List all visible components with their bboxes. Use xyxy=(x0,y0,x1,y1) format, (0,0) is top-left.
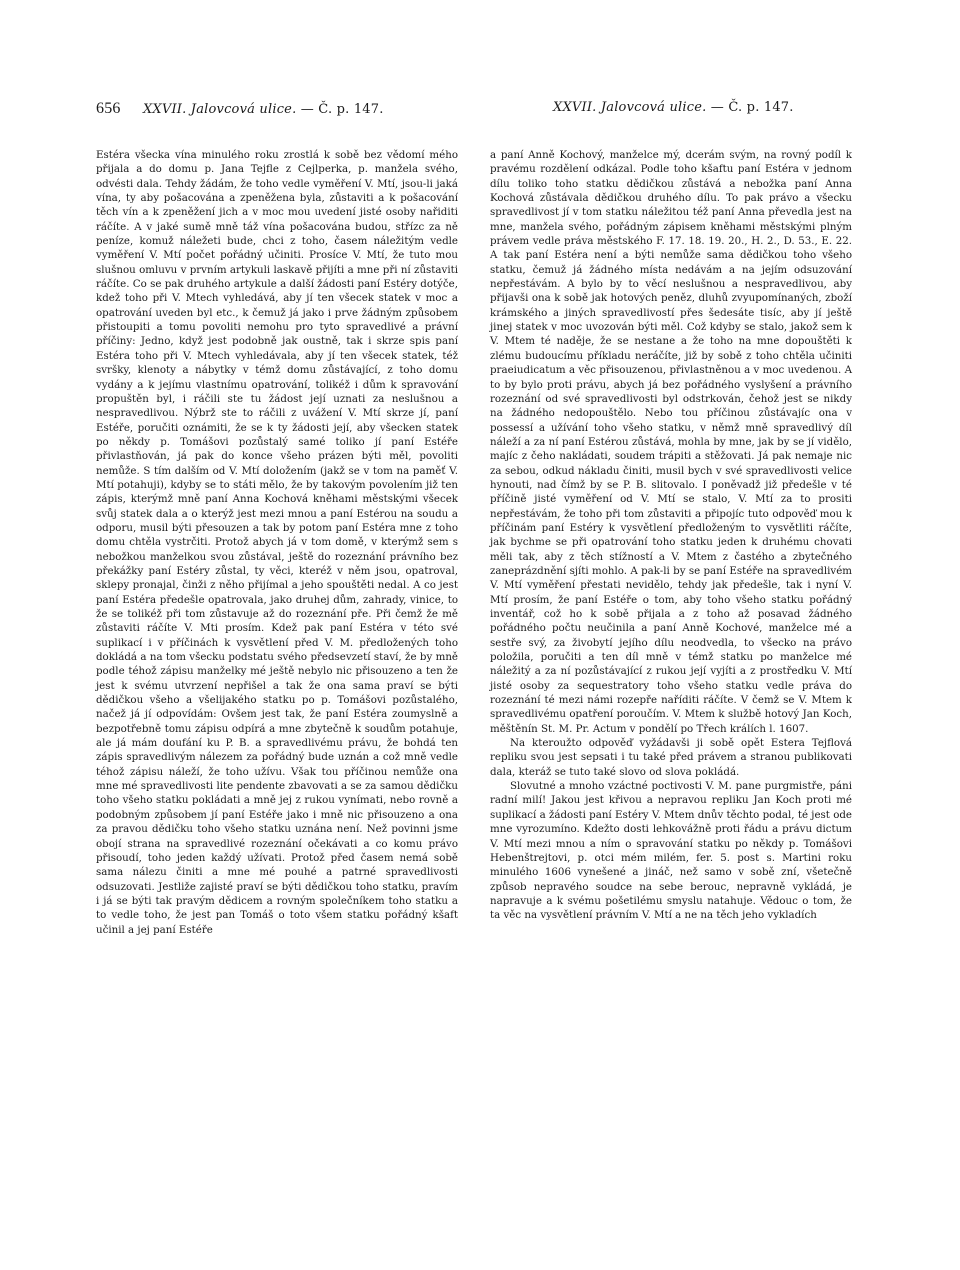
page-number: 656 xyxy=(96,100,121,117)
running-section-text: — Č. p. 147. xyxy=(710,100,794,115)
right-text-column xyxy=(490,148,852,923)
running-title-text: XXVII. Jalovcová ulice. xyxy=(142,102,297,117)
running-title-text: XXVII. Jalovcová ulice. xyxy=(553,100,707,115)
paragraph: Estéra všecka vína minulého roku zrostlá k sobě bez vědomí mého přijala a do domu p. Jana Tejfle z Cejlperka, p. manžela svého, odvésti dala. Tehdy žádám, že toho vedle vyměření V. Mtí, jsou-li jaká vína, ty aby pošacována a zpeněžena byla, zůstaviti a k pošacování těch vín a k zpeněžení jich a v moc mou uvedení jisté osoby nařiditi ráčíte. A v jaké sumě mně táž vína pošacována budou, střízc za ně peníze, komuž náležeti bude, chci z toho, časem náležitým vedle vyměření V. Mtí počet pořádný učiniti. Prosíce V. Mtí, že tuto mou slušnou omluvu v prvním artykuli laskavě přijíti a mne při ní zůstaviti ráčíte. Co se pak druhého artykule a další žádosti paní Estéry dotýče, kdež toho při V. Mtech vyhledává, aby jí ten všecek statek v moc a opatrování uveden byl etc., k čemuž já jako i prve žádným způsobem přistoupiti a tomu povoliti nemohu pro tyto spravedlivé a právní příčiny: Jedno, když jest podobně jak oustně, tak i skrze spis paní Estéra toho při V. Mtech vyhledávala, aby jí ten všecek statek, též svršky, klenoty a nábytky v témž domu zůstávající, z toho domu vydány a k jejímu vlastnímu opatrování, tolikéž i dům k spravování propuštěn byl, i ráčili ste tu žádost její uznati za neslušnou a nespravedlivou. Nýbrž ste to ráčili z uvážení V. Mtí skrze jí, paní Estéře, poručiti oznámiti, že se k ty žádosti její, aby všecken statek po někdy p. Tomášovi pozůstalý samé toliko jí paní Estéře přivlastňován, já pak do konce všeho prázen býti měl, povoliti nemůže. S tím dalším od V. Mtí doložením (jakž se v tom na paměť V. Mtí potahuji), kdyby se to státi mělo, že by takovým povolením již ten zápis, kterýmž mně paní Anna Kochová kněhami městskými všecek svůj statek dala a o kterýž jest mezi mnou a paní Estérou na soudu a odporu, musil býti přesouzen a tak by potom paní Estéra mne z toho domu chtěla vystrčiti. Protož abych já v tom domě, v kterýmž sem s nebožkou manželkou svou zůstával, ještě do rozeznání právního bez překážky paní Estéry zůstal, ty věci, kteréž v něm jsou, opatroval, sklepy pronajal, činži z něho přijímal a jeho spouštěti nedal. A co jest paní Estéra předešle opatrovala, jako druhej dům, zahrady, vinice, to že se tolikéž při tom zůstavuje až do rozeznání pře. Při čemž že mě zůstaviti ráčíte V. Mti prosím. Kdež pak paní Estéra v této své suplikací i v příčinách k vysvětlení před V. M. předložených toho dokládá a na tom všecku podstatu svého předsevzetí staví, že by mně podle téhož zápisu manželky mé ještě nebylo nic přisouzeno a ten že jest k svému utvrzení nepřišel a tak že ona sama praví se býti dědičkou všeho a všelijakého statku po p. Tomášovi pozůstalého, načež já jí odpovídám: Ovšem jest tak, že paní Estéra zoumyslně a bezpotřebně tomu zápisu odpírá a mne zbytečně k soudům potahuje, ale já mám doufání ku P. B. a spravedlivému právu, že bohdá ten zápis spravedlivým nálezem za pořádný bude uznán a což mně vedle téhož zápisu náleží, že toho užívu. Však tou příčinou nemůže ona mne mé spravedlivosti lite pendente zbavovati a se za samou dědičku toho všeho statku pokládati a mně jej z rukou vynímati, nebo rovně a podobným způsobem jí paní Estéře jako i mně nic přisouzeno a ona za pravou dědičku toho všeho statku uznána není. Než povinni jsme obojí strana na spravedlivé rozeznání očekávati a co komu právo přisoudí, toho jeden každý užívati. Protož před časem nemá sobě sama nálezu činiti a mne mé pouhé a patrné spravedlivosti odsuzovati. Jestliže zajisté praví se býti dědičkou toho statku, pravím i já se býti tak pravým dědicem a rovným společníkem toho statku a to vedle toho, že jest pan Tomáš o toto všem statku pořádný kšaft učinil a jej paní Estéře xyxy=(96,149,458,936)
running-title-right xyxy=(553,100,794,115)
paragraph: Na kteroužto odpověď vyžádavši ji sobě opět Estera Tejflová repliku svou jest sepsati i tu také před právem a stranou publikovati dala, kteráž se tuto také slovo od slova pokládá. xyxy=(490,737,852,778)
paragraph: Slovutné a mnoho vzáctné poctivosti V. M. pane purgmistře, páni radní milí! Jakou jest křivou a nepravou repliku Jan Koch proti mé suplikací a žádosti paní Estéry V. Mtem dnův těchto podal, té jest ode mne vyrozumíno. Kdežto dosti lehkovážně proti řádu a právu dictum V. Mtí mezi mnou a ním o spravování statku po někdy p. Tomášovi Hebenštrejtovi, p. otci mém milém, fer. 5. post s. Martini roku minulého 1606 vynešené a jináč, než samo v sobě zní, všetečně způsob nepravého soudce na sebe berouc, nepravně vykládá, je napravuje a k svému pošetilému smyslu natahuje. Vědouc o tom, že ta věc na vysvětlení právním V. Mtí a ne na těch jeho vykladích xyxy=(490,780,852,922)
running-section-text: — Č. p. 147. xyxy=(300,102,384,117)
left-text-column xyxy=(96,148,458,937)
paragraph: a paní Anně Kochový, manželce mý, dcerám svým, na rovný podíl k pravému rozdělení odkázal. Podle toho kšaftu paní Estéra v jednom dílu toliko toho statku dědičkou zůstává a nebožka paní Anna Kochová zůstávala dědičkou druhého dílu. To pak právo a všecku spravedlivost jí v tom statku náležitou též paní Anna převedla jest na mne, manžela svého, pořádným zápisem kněhami městskými plným právem vedle práva městského F. 17. 18. 19. 20., H. 2., D. 53., E. 22. A tak paní Estéra není a býti nemůže sama dědičkou toho všeho statku, čemuž já žádného místa nedávám a na jejím odsuzování nepřestávám. A bylo by to věcí neslušnou a nespravedlivou, aby přijavši ona k sobě jak hotových peněz, dluhů zvyupomínaných, zboží krámského a jiných spravedlivostí přes šedesáte tisíc, aby jí ještě jinej statek v moc uvozován býti měl. Což kdyby se stalo, jakož sem k V. Mtem té naděje, že se nestane a že toho na mne dopouštěti k zlému budoucímu příkladu neráčíte, již by sobě z toho chtěla učiniti praeiudicatum a věc přisouzenou, přivlastněnou a v moc uvedenou. A to by bylo proti právu, abych já bez pořádného vyslyšení a právního rozeznání od své spravedlivosti byl odstrkován, čehož jest se nikdy na žádného nedopouštělo. Nebo tou příčinou zůstávajíc ona v possessí a užívání toho všeho statku, v němž mně spravedlivý díl náleží a za ní paní Estérou zůstává, mohla by mne, jak by se jí vidělo, majíc z čeho nakládati, soudem trápiti a stěžovati. Já pak nemaje nic za sebou, odkud nákladu činiti, musil bych v své spravedlivosti velice hynouti, nad čímž by se P. B. slitovalo. I poněvadž již předešle v té příčině jisté vyměření od V. Mtí se stalo, V. Mtí za to prositi nepřestávám, že toho při tom zůstaviti a připojíc tuto odpověď mou k příčinám paní Estéry k vysvětlení předloženým to vysvětliti ráčíte, jak bychme se při opatrování toho statku jeden k druhému chovati měli tak, aby z těch stížností a V. Mtem z častého a zbytečného zaneprázdnění sjíti mohlo. A pak-li by se paní Estéře na spravedlivém V. Mtí vyměření přestati nevidělo, tehdy jak předešle, tak i nyní V. Mtí prosím, že paní Estéře o tom, aby toho všeho statku pořádný inventář, což ho k sobě přijala a z toho až posavad žádného pořádného počtu neučinila a paní Anně Kochové, manželce mé a sestře svý, za živobytí jejího dílu neodvedla, to všecko na právo položila, poručiti a ten díl mně v témž statku po manželce mé náležitý a za ní pozůstávající z rukou její vyjíti a z prostředku V. Mtí jisté osoby za sequestratory toho všeho statku vedle práva do rozeznání té mezi námi rozepře naříditi ráčíte. V čemž se V. Mtem k spravedlivému opatření poroučím. V. Mtem k službě hotový Jan Koch, měštěnín St. M. Pr. Actum v pondělí po Třech králích l. 1607. xyxy=(490,149,852,735)
page-header-left xyxy=(96,100,384,118)
page-header-right xyxy=(553,100,794,115)
running-title-left xyxy=(143,102,384,117)
